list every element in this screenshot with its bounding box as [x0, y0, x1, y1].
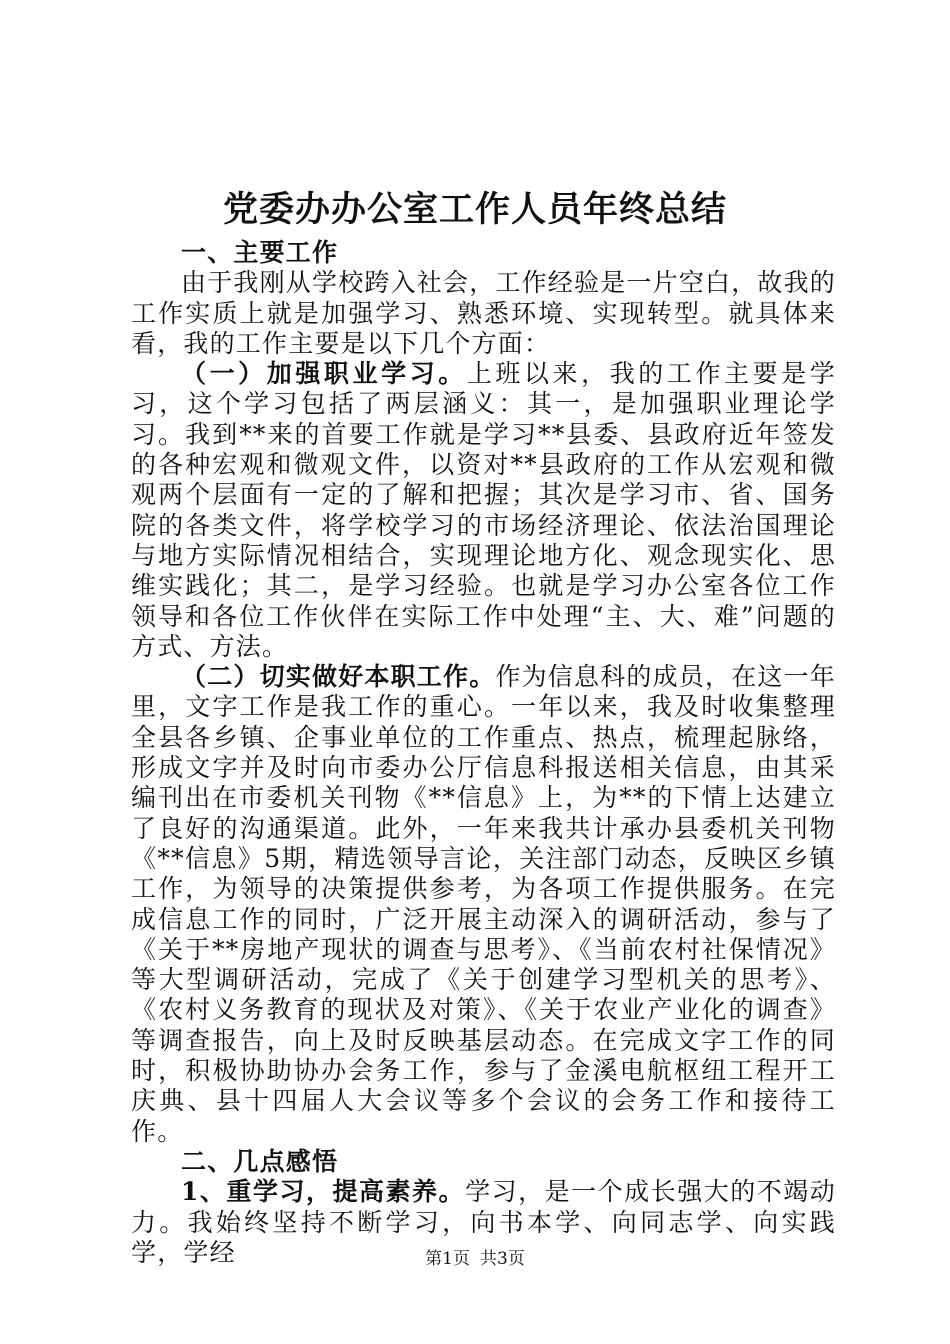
- section-heading-insights: 二、几点感悟: [181, 1146, 339, 1176]
- page-total: 共3页: [480, 1249, 525, 1269]
- paragraph-lead: （一）加强职业学习。: [181, 359, 467, 389]
- paragraph-duties: [131, 662, 836, 1147]
- paragraph-intro: [131, 268, 836, 359]
- paragraph-text: 学习，是一个成长强大的不竭动力。我始终坚持不断学习，向书本学、向同志学、向实践学，学经: [131, 1177, 836, 1267]
- paragraph-lead: 1、重学习，提高素养。: [181, 1177, 466, 1207]
- paragraph-text: 由于我刚从学校跨入社会，工作经验是一片空白，故我的工作实质上就是加强学习、熟悉环境、实现转型。就具体来看，我的工作主要是以下几个方面：: [131, 268, 837, 358]
- page-footer: [0, 1248, 950, 1270]
- paragraph-study: [131, 359, 836, 662]
- section-heading-main-work: 一、主要工作: [181, 238, 339, 267]
- page-number: 第1页: [425, 1249, 470, 1269]
- paragraph-lead: （二）切实做好本职工作。: [181, 662, 496, 692]
- document-body: [131, 238, 836, 1268]
- document-title: 党委办办公室工作人员年终总结: [222, 189, 727, 230]
- paragraph-text: 作为信息科的成员，在这一年里，文字工作是我工作的重心。一年以来，我及时收集整理全县各乡镇、企事业单位的工作重点、热点，梳理起脉络，形成文字并及时向市委办公厅信息科报送相关信息，由其采编刊出在市委机关刊物《**信息》上，为**的下情上达建立了良好的沟通渠道。此外，一年来我共计承办县委机关刊物《**信息》5期，精选领导言论，关注部门动态，反映区乡镇工作，为领导的决策提供参考，为各项工作提供服务。在完成信息工作的同时，广泛开展主动深入的调研活动，参与了《关于**房地产现状的调查与思考》、《当前农村社保情况》等大型调研活动，完成了《关于创建学习型机关的思考》、《农村义务教育的现状及对策》、《关于农业产业化的调查》等调查报告，向上及时反映基层动态。在完成文字工作的同时，积极协助协办会务工作，参与了金溪电航枢纽工程开工庆典、县十四届人大会议等多个会议的会务工作和接待工作。: [131, 662, 837, 1146]
- paragraph-text: 上班以来，我的工作主要是学习，这个学习包括了两层涵义：其一，是加强职业理论学习。我到**来的首要工作就是学习**县委、县政府近年签发的各种宏观和微观文件，以资对**县政府的工作从宏观和微观两个层面有一定的了解和把握；其次是学习市、省、国务院的各类文件，将学校学习的市场经济理论、依法治国理论与地方实际情况相结合，实现理论地方化、观念现实化、思维实践化；其二，是学习经验。也就是学习办公室各位工作领导和各位工作伙伴在实际工作中处理“主、大、难”问题的方式、方法。: [131, 359, 836, 661]
